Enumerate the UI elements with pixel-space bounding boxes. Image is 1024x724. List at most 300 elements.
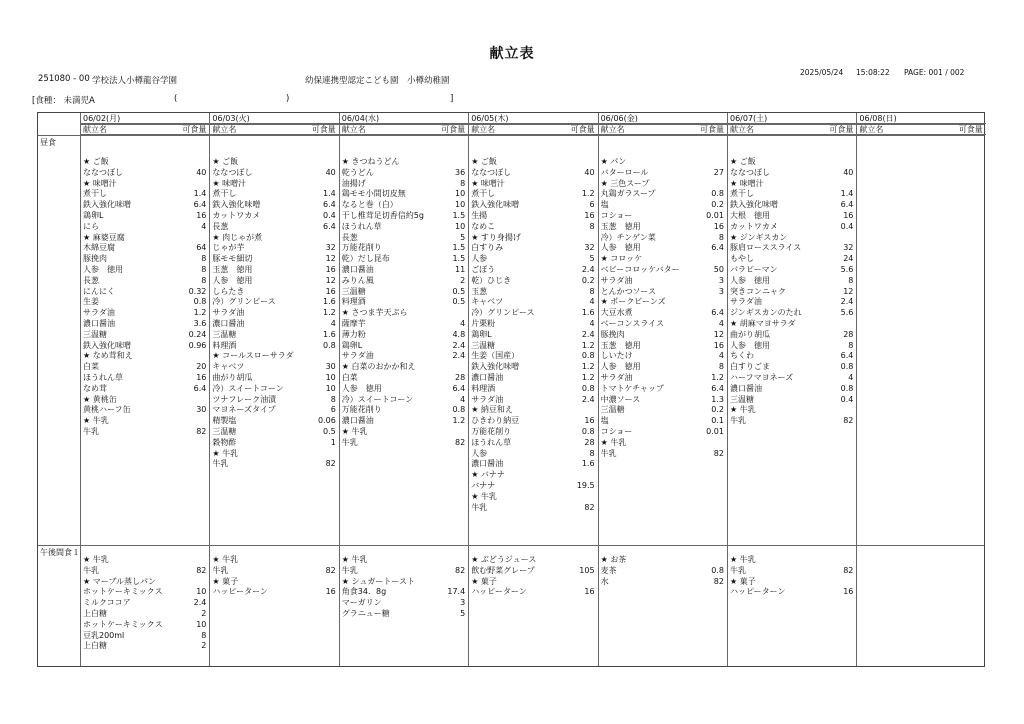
ingredient-row	[80, 243, 209, 254]
item-name: 長葱	[341, 232, 358, 242]
item-qty: 6	[330, 405, 336, 415]
menu-cell	[727, 157, 856, 427]
item-name: 濃口醤油	[471, 459, 504, 469]
dish-row	[727, 179, 856, 190]
item-qty: 0.1	[711, 416, 724, 426]
ingredient-row	[339, 243, 468, 254]
item-qty: 5.6	[840, 264, 854, 274]
item-qty: 8	[330, 394, 336, 404]
item-qty: 105	[579, 565, 595, 575]
item-qty: 12	[843, 286, 854, 296]
item-name: ちくわ	[730, 351, 754, 361]
ingredient-row	[209, 319, 338, 330]
item-name: ★ コロッケ	[600, 254, 643, 264]
dish-row	[80, 157, 209, 168]
item-name: 塩	[600, 416, 609, 426]
item-name: 牛乳	[212, 565, 229, 575]
item-name: ★ ご飯	[83, 157, 109, 166]
item-name: 大根 徳用	[730, 210, 770, 220]
item-qty: 2	[201, 641, 207, 651]
dish-row	[468, 470, 597, 481]
item-qty: 0.5	[323, 426, 336, 436]
item-name: 白すりごま	[730, 362, 770, 372]
ingredient-row	[209, 438, 338, 449]
item-qty: 1.6	[581, 459, 595, 469]
ingredient-row	[209, 243, 338, 254]
dish-row	[468, 233, 597, 244]
ingredient-row	[339, 254, 468, 265]
ingredient-row	[468, 287, 597, 298]
item-qty: 28	[843, 329, 854, 339]
ingredient-row	[80, 222, 209, 233]
column-header	[339, 124, 468, 135]
item-name: サラダ油	[212, 308, 245, 318]
item-qty: 16	[196, 372, 207, 382]
item-qty: 1.2	[323, 308, 336, 318]
item-qty: 4.8	[452, 329, 466, 339]
ingredient-row	[598, 211, 727, 222]
ingredient-row	[598, 566, 727, 577]
item-name: 人参 徳用	[730, 275, 770, 285]
ingredient-row	[209, 395, 338, 406]
item-qty: 1.4	[193, 189, 207, 199]
item-qty: 1.5	[452, 254, 466, 264]
menu-cell	[339, 157, 468, 449]
item-qty: 0.8	[581, 351, 595, 361]
ingredient-row	[209, 222, 338, 233]
menu-cell	[209, 157, 338, 470]
item-name: ★ コールスローサラダ	[212, 351, 294, 361]
item-qty: 2.4	[581, 329, 595, 339]
ingredient-row	[598, 308, 727, 319]
bracket-open: (	[174, 94, 178, 104]
item-name: バナナ	[471, 480, 496, 490]
item-name: 人参 徳用	[600, 362, 641, 372]
ingredient-row	[80, 566, 209, 577]
ingredient-row	[598, 373, 727, 384]
item-name: 牛乳	[341, 565, 358, 575]
ingredient-row	[339, 297, 468, 308]
item-qty: 3.6	[193, 318, 207, 328]
item-name: 濃口醤油	[471, 372, 504, 382]
name-header: 献立名	[341, 125, 366, 134]
item-qty: 2.4	[452, 351, 466, 361]
item-qty: 4	[460, 318, 466, 328]
item-name: 三温糖	[471, 340, 496, 350]
ingredient-row	[80, 276, 209, 287]
ingredient-row	[339, 416, 468, 427]
ingredient-row	[339, 189, 468, 200]
item-name: 中濃ソース	[600, 394, 641, 404]
day-header: 06/05(木)	[468, 113, 597, 124]
item-qty: 10	[325, 372, 336, 382]
item-name: 三温糖	[341, 286, 366, 296]
item-name: ほうれん草	[83, 372, 123, 382]
day-header: 06/03(火)	[209, 113, 338, 124]
ingredient-row	[339, 587, 468, 598]
item-name: 煮干し	[212, 189, 237, 199]
ingredient-row	[209, 276, 338, 287]
item-qty: 5	[589, 254, 595, 264]
qty-header: 可食量	[311, 125, 336, 134]
ingredient-row	[209, 373, 338, 384]
item-name: バターロール	[600, 167, 649, 177]
item-qty: 8	[201, 254, 207, 264]
item-name: しいたけ	[600, 351, 633, 361]
item-name: 穀物酢	[212, 437, 237, 447]
item-qty: 16	[584, 210, 595, 220]
item-name: ホットケーキミックス	[83, 619, 163, 629]
dish-row	[727, 319, 856, 330]
ingredient-row	[727, 373, 856, 384]
item-name: コショー	[600, 426, 633, 436]
ingredient-row	[598, 287, 727, 298]
item-qty: 2	[460, 275, 466, 285]
column-header	[598, 124, 727, 135]
item-name: ななつぼし	[471, 167, 512, 177]
item-qty: 16	[713, 221, 724, 231]
ingredient-row	[209, 566, 338, 577]
item-name: ★ 牛乳	[341, 555, 368, 564]
item-name: 玉葱 徳用	[600, 340, 641, 350]
item-name: 冷）チンゲン菜	[600, 232, 656, 242]
item-qty: 17.4	[447, 587, 466, 597]
ingredient-row	[339, 276, 468, 287]
item-qty: 0.06	[317, 416, 336, 426]
item-name: 万能花削り	[341, 243, 382, 253]
menu-cell	[80, 157, 209, 438]
menu-cell	[339, 555, 468, 620]
ingredient-row	[209, 265, 338, 276]
column-header	[209, 124, 338, 135]
item-name: 乾）ひじき	[471, 275, 512, 285]
item-qty: 28	[455, 372, 466, 382]
item-name: 料理酒	[212, 340, 237, 350]
ingredient-row	[339, 265, 468, 276]
ingredient-row	[727, 384, 856, 395]
dish-row	[598, 438, 727, 449]
dish-row	[598, 179, 727, 190]
ingredient-row	[727, 189, 856, 200]
item-name: 濃口醤油	[212, 318, 245, 328]
ingredient-row	[598, 233, 727, 244]
item-qty: 12	[325, 275, 336, 285]
item-name: ★ パン	[600, 157, 627, 166]
ingredient-row	[209, 297, 338, 308]
item-qty: 0.8	[581, 383, 595, 393]
dish-row	[468, 179, 597, 190]
item-qty: 8	[589, 286, 595, 296]
ingredient-row	[209, 384, 338, 395]
item-name: ★ 牛乳	[341, 426, 368, 436]
item-qty: 1.2	[581, 362, 595, 372]
ingredient-row	[468, 566, 597, 577]
item-name: 鶏卵L	[471, 329, 492, 339]
item-name: ★ 牛乳	[730, 405, 756, 415]
item-name: 鉄入強化味噌	[83, 200, 131, 210]
item-qty: 64	[196, 243, 207, 253]
ingredient-row	[209, 459, 338, 470]
dish-row	[209, 449, 338, 460]
item-name: にら	[83, 221, 99, 231]
day-header: 06/08(日)	[856, 113, 985, 124]
qty-header: 可食量	[699, 125, 724, 134]
item-qty: 30	[196, 405, 207, 415]
menu-cell	[468, 157, 597, 513]
item-name: じゃが芋	[212, 243, 245, 253]
item-name: 人参 徳用	[212, 275, 253, 285]
item-qty: 82	[196, 565, 207, 575]
facility-name: 幼保連携型認定こども園 小樽幼稚園	[305, 76, 450, 86]
item-qty: 8	[718, 362, 724, 372]
item-qty: 12	[713, 329, 724, 339]
item-name: 冷）スイートコーン	[212, 383, 284, 393]
item-qty: 16	[584, 587, 595, 597]
item-qty: 4	[201, 221, 207, 231]
item-qty: 3	[718, 275, 724, 285]
item-name: 鉄入強化味噌	[83, 340, 131, 350]
item-qty: 1	[330, 437, 336, 447]
item-qty: 11	[455, 264, 466, 274]
item-name: マヨネーズタイプ	[212, 405, 276, 415]
item-name: みりん風	[341, 275, 374, 285]
bracket-end: ]	[450, 94, 454, 104]
item-qty: 8	[848, 275, 854, 285]
ingredient-row	[80, 189, 209, 200]
dish-row	[468, 555, 597, 566]
item-name: なると巻（白）	[341, 200, 398, 210]
item-name: 飲む野菜グレープ	[471, 565, 535, 575]
item-name: 玉葱 徳用	[600, 221, 641, 231]
item-name: トマトケチャップ	[600, 383, 664, 393]
item-qty: 0.8	[323, 340, 336, 350]
item-name: 鉄入強化味噌	[730, 200, 778, 210]
item-name: ★ 胡麻マヨサラダ	[730, 318, 796, 328]
item-name: 木綿豆腐	[83, 243, 115, 253]
ingredient-row	[80, 641, 209, 652]
item-name: コショー	[600, 210, 633, 220]
item-name: ハッピーターン	[730, 587, 786, 597]
item-name: ★ 菓子	[212, 576, 239, 586]
item-name: 丸鶏ガラスープ	[600, 189, 656, 199]
dish-row	[339, 427, 468, 438]
ingredient-row	[727, 341, 856, 352]
name-header: 献立名	[83, 125, 107, 134]
item-qty: 8	[201, 630, 207, 640]
dish-row	[80, 416, 209, 427]
item-qty: 1.6	[581, 308, 595, 318]
item-name: キャベツ	[471, 297, 504, 307]
item-name: ごぼう	[471, 264, 496, 274]
item-qty: 82	[713, 576, 724, 586]
ingredient-row	[727, 587, 856, 598]
item-name: 上白糖	[83, 641, 107, 651]
item-qty: 16	[325, 587, 336, 597]
item-qty: 3	[460, 598, 466, 608]
ingredient-row	[80, 287, 209, 298]
item-name: 煮干し	[730, 189, 754, 199]
item-qty: 5	[460, 608, 466, 618]
item-qty: 8	[201, 275, 207, 285]
ingredient-row	[339, 200, 468, 211]
ingredient-row	[468, 459, 597, 470]
ingredient-row	[468, 481, 597, 492]
ingredient-row	[209, 200, 338, 211]
item-qty: 8	[589, 221, 595, 231]
qty-header: 可食量	[570, 125, 595, 134]
item-qty: 5.6	[840, 308, 854, 318]
item-qty: 20	[196, 362, 207, 372]
item-name: ななつぼし	[730, 167, 770, 177]
ingredient-row	[209, 416, 338, 427]
item-qty: 12	[325, 254, 336, 264]
item-qty: 1.4	[840, 189, 854, 199]
item-name: 薩摩芋	[341, 318, 366, 328]
item-name: 冷）スイートコーン	[341, 394, 414, 404]
item-qty: 82	[713, 448, 724, 458]
dish-row	[339, 157, 468, 168]
item-name: 長葱	[83, 275, 99, 285]
item-name: 三温糖	[730, 394, 754, 404]
item-name: 鉄入強化味噌	[471, 200, 520, 210]
item-qty: 2.4	[840, 297, 854, 307]
item-name: ★ さつま芋天ぷら	[341, 308, 408, 318]
item-name: 濃口醤油	[730, 383, 762, 393]
item-name: サラダ油	[341, 351, 374, 361]
item-name: ほうれん草	[341, 221, 382, 231]
item-qty: 0.96	[188, 340, 207, 350]
day-header: 06/02(月)	[80, 113, 209, 124]
item-name: ななつぼし	[83, 167, 123, 177]
item-qty: 82	[584, 502, 595, 512]
item-qty: 8	[589, 448, 595, 458]
ingredient-row	[339, 179, 468, 190]
ingredient-row	[80, 587, 209, 598]
ingredient-row	[339, 384, 468, 395]
item-qty: 4	[589, 297, 595, 307]
item-qty: 10	[196, 619, 207, 629]
item-qty: 10	[196, 587, 207, 597]
item-qty: 82	[196, 426, 207, 436]
ingredient-row	[727, 351, 856, 362]
ingredient-row	[598, 351, 727, 362]
item-name: にんにく	[83, 286, 115, 296]
meal-label: 午後間食１	[40, 548, 80, 557]
ingredient-row	[339, 405, 468, 416]
menu-cell	[727, 555, 856, 598]
item-qty: 3	[718, 286, 724, 296]
ingredient-row	[468, 449, 597, 460]
ingredient-row	[339, 373, 468, 384]
item-qty: 16	[843, 587, 854, 597]
item-name: 万能花削り	[471, 426, 512, 436]
item-qty: 2.4	[581, 394, 595, 404]
ingredient-row	[727, 243, 856, 254]
ingredient-row	[468, 265, 597, 276]
ingredient-row	[339, 395, 468, 406]
dish-row	[80, 577, 209, 588]
item-name: ハーフマヨネーズ	[730, 372, 794, 382]
item-name: 人参 徳用	[730, 340, 770, 350]
day-header: 06/07(土)	[727, 113, 856, 124]
code: 251080 - 00	[38, 74, 90, 84]
ingredient-row	[468, 341, 597, 352]
item-name: 黄桃ハーフ缶	[83, 405, 131, 415]
item-name: ベビーコロッケバター	[600, 264, 680, 274]
ingredient-row	[339, 233, 468, 244]
item-name: ★ 三色スープ	[600, 178, 650, 188]
print-time: 15:08:22	[856, 68, 890, 77]
dish-row	[209, 179, 338, 190]
dish-row	[209, 555, 338, 566]
ingredient-row	[339, 319, 468, 330]
ingredient-row	[468, 189, 597, 200]
item-name: 料理酒	[341, 297, 366, 307]
item-name: なめ茸	[83, 383, 107, 393]
item-qty: 6.4	[452, 383, 466, 393]
item-name: 濃口醤油	[341, 264, 374, 274]
dish-row	[80, 233, 209, 244]
item-qty: 10	[455, 200, 466, 210]
item-qty: 0.8	[452, 405, 466, 415]
ingredient-row	[468, 395, 597, 406]
item-name: 冷）グリンピース	[471, 308, 535, 318]
item-qty: 16	[713, 340, 724, 350]
item-name: サラダ油	[83, 308, 115, 318]
item-name: ひきわり納豆	[471, 416, 520, 426]
item-qty: 8	[848, 340, 854, 350]
ingredient-row	[598, 577, 727, 588]
organization: 学校法人小樽龍谷学園	[92, 76, 178, 86]
ingredient-row	[209, 330, 338, 341]
dish-row	[468, 577, 597, 588]
item-qty: 0.01	[706, 426, 724, 436]
item-name: 豆乳200ml	[83, 630, 125, 640]
dish-row	[209, 577, 338, 588]
item-name: ★ 味噌汁	[730, 178, 764, 188]
day-header: 06/06(金)	[598, 113, 727, 124]
item-name: ★ ポークビーンズ	[600, 297, 666, 307]
ingredient-row	[209, 427, 338, 438]
ingredient-row	[727, 168, 856, 179]
item-name: 鶏モモ小間切皮無	[341, 189, 406, 199]
item-name: ★ 菓子	[471, 576, 497, 586]
name-header: 献立名	[471, 125, 496, 134]
menu-table	[37, 112, 985, 667]
item-qty: 0.2	[711, 200, 724, 210]
ingredient-row	[727, 395, 856, 406]
item-qty: 1.6	[323, 329, 336, 339]
item-name: 牛乳	[341, 437, 358, 447]
item-name: ★ シュガートースト	[341, 576, 415, 586]
ingredient-row	[727, 566, 856, 577]
dish-row	[727, 577, 856, 588]
ingredient-row	[598, 189, 727, 200]
ingredient-row	[468, 362, 597, 373]
ingredient-row	[598, 276, 727, 287]
item-name: ★ 牛乳	[730, 555, 756, 564]
ingredient-row	[80, 319, 209, 330]
ingredient-row	[80, 341, 209, 352]
ingredient-row	[468, 416, 597, 427]
item-name: ★ 牛乳	[212, 448, 239, 458]
ingredient-row	[468, 168, 597, 179]
item-qty: 40	[325, 167, 336, 177]
ingredient-row	[468, 200, 597, 211]
item-name: サラダ油	[471, 394, 504, 404]
item-name: ★ きつねうどん	[341, 157, 400, 166]
menu-cell	[598, 555, 727, 587]
